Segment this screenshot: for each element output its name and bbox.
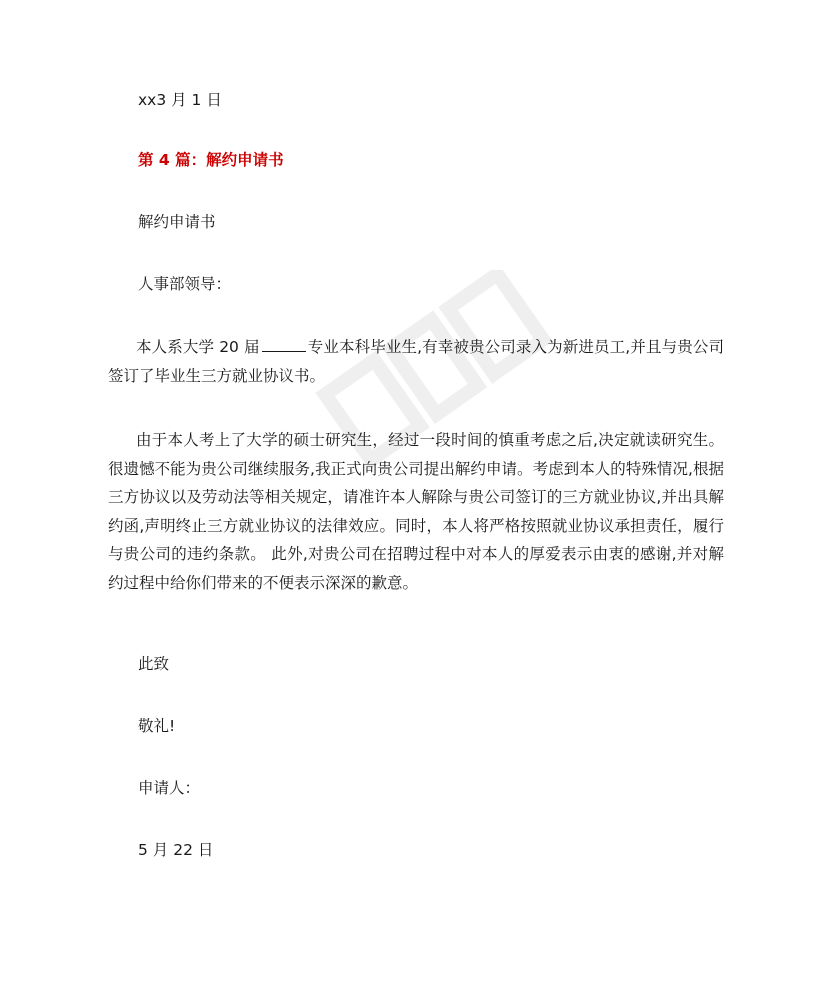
closing-salute: 敬礼! xyxy=(138,717,176,735)
closing-regards: 此致 xyxy=(138,655,170,673)
blank-line xyxy=(262,337,306,352)
paragraph-1-end: 专业本科毕业生,有幸被贵公司录入为新进员工,并且与贵公司签订了毕业生三方就业协议书。 xyxy=(108,338,724,385)
signature-label: 申请人： xyxy=(138,779,201,797)
paragraph-1-start: 本人系大学 20 届 xyxy=(136,338,260,356)
bottom-date: 5 月 22 日 xyxy=(138,841,214,859)
top-date: xx3 月 1 日 xyxy=(138,91,222,109)
salutation: 人事部领导： xyxy=(138,275,232,293)
paragraph-1 xyxy=(108,333,724,390)
document-title: 解约申请书 xyxy=(138,213,216,231)
paragraph-2: 由于本人考上了大学的硕士研究生，经过一段时间的慎重考虑之后,决定就读研究生。很遗憾不能为贵公司继续服务,我正式向贵公司提出解约申请。考虑到本人的特殊情况,根据三方协议以及劳动法等相关规定，请准许本人解除与贵公司签订的三方就业协议,并出具解约函,声明终止三方就业协议的法律效应。同时，本人将严格按照就业协议承担责任，履行与贵公司的违约条款。 此外,对贵公司在招聘过程中对本人的厚爱表示由衷的感谢,并对解约过程中给你们带来的不便表示深深的歉意。 xyxy=(108,431,724,592)
section-heading: 第 4 篇：解约申请书 xyxy=(138,151,284,169)
